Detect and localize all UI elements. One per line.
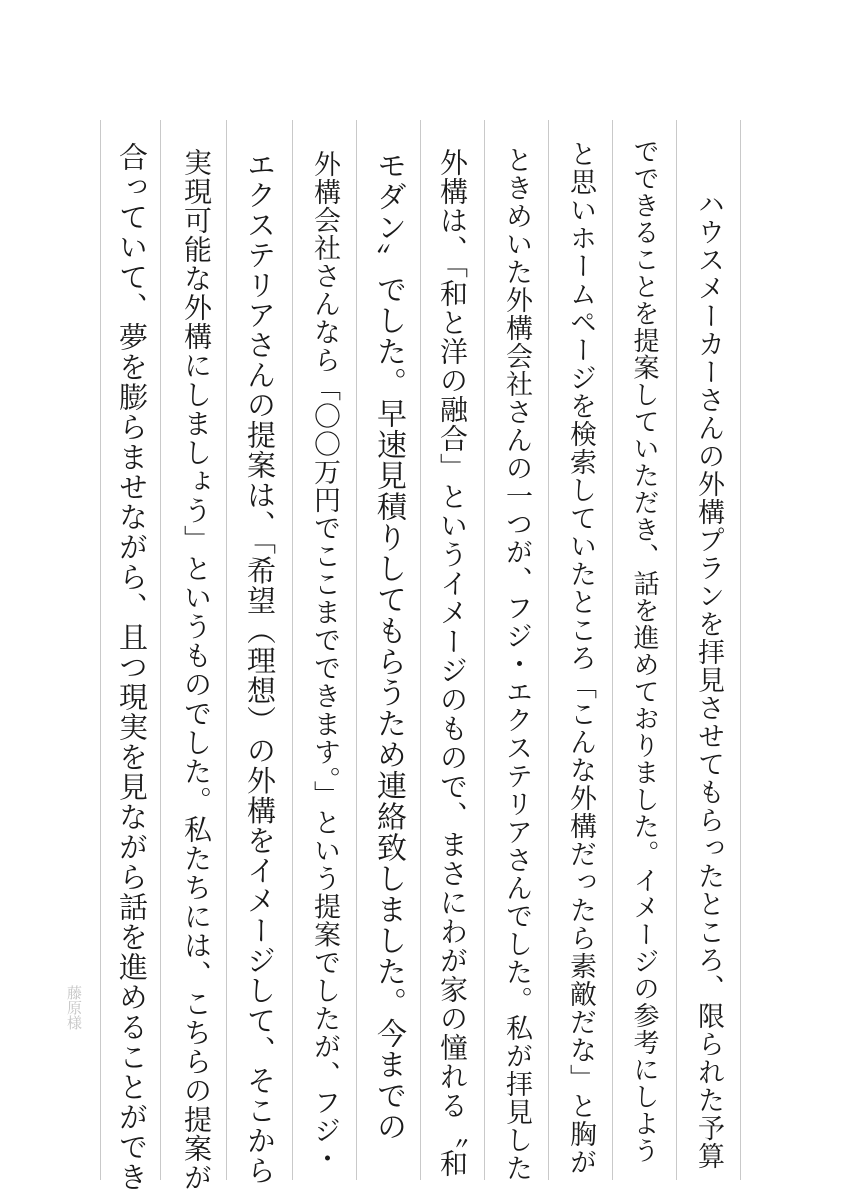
column-rule	[420, 120, 421, 1180]
text-column-2: でできることを提案していただき、話を進めておりました。イメージの参考にしよう	[629, 138, 659, 1164]
column-rule	[356, 120, 357, 1180]
text-column-5: 外構は、「和と洋の融合」というイメージのもので、まさにわが家の憧れる〝和	[436, 148, 469, 1178]
text-column-4: ときめいた外構会社さんの一つが、フジ・エクステリアさんでした。私が拝見した	[501, 146, 532, 1182]
text-column-6: モダン〟でした。早速見積りしてもらうため連絡致しました。今までの	[371, 150, 406, 1142]
column-rule	[484, 120, 485, 1180]
text-column-10: 合っていて、夢を膨らませながら、且つ現実を見ながら話を進めることができ	[115, 142, 149, 1192]
column-rule	[292, 120, 293, 1180]
column-rule	[612, 120, 613, 1180]
text-column-3: と思いホームページを検索していたところ「こんな外構だったら素敵だな」と胸が	[565, 140, 596, 1176]
column-rule	[548, 120, 549, 1180]
column-rule	[100, 120, 101, 1180]
text-column-8: エクステリアさんの提案は、「希望（理想）の外構をイメージして、そこから	[243, 150, 277, 1186]
text-column-7: 外構会社さんなら「〇〇万円でここまでできます。」という提案でしたが、フジ・	[309, 150, 340, 1173]
faint-stamp: 藤原様	[65, 985, 83, 1030]
column-rule	[676, 120, 677, 1180]
column-rule	[740, 120, 741, 1180]
text-column-9: 実現可能な外構にしましょう」というものでした。私たちには、こちらの提案が	[180, 148, 213, 1192]
text-column-1: ハウスメーカーさんの外構プランを拝見させてもらったところ、限られた予算	[693, 190, 724, 1170]
column-rule	[226, 120, 227, 1180]
